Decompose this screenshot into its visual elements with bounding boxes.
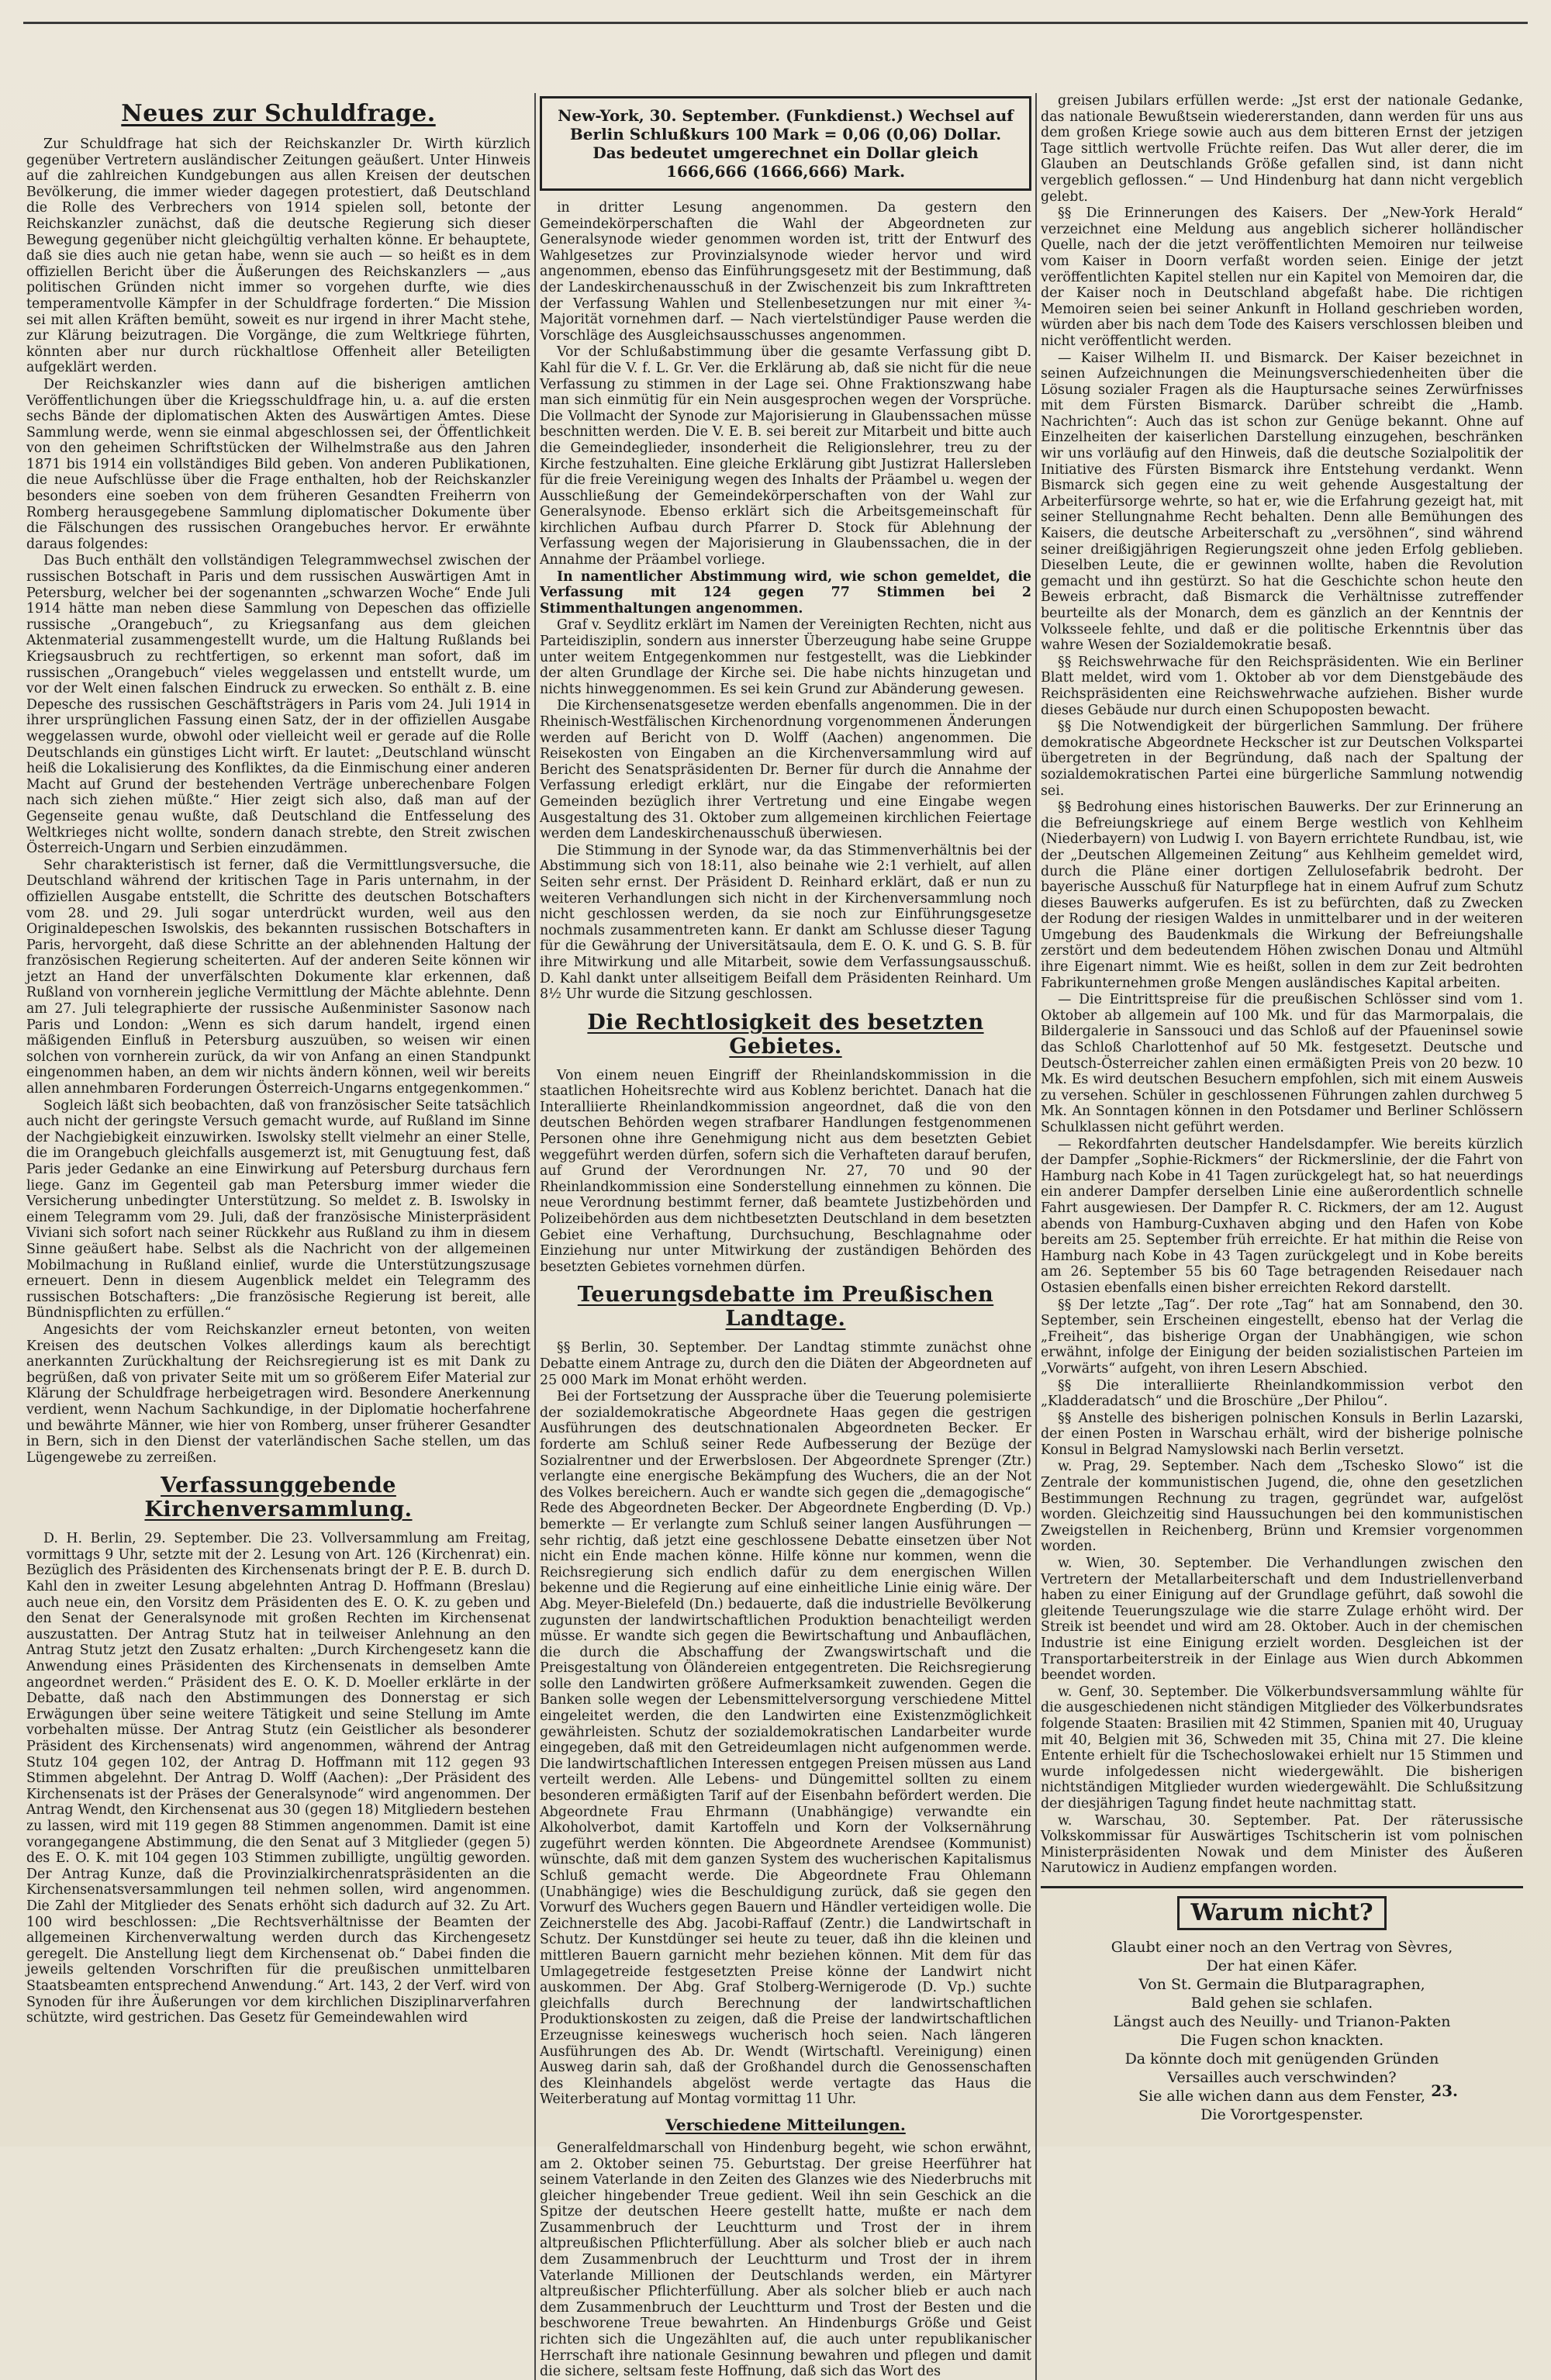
paragraph: Sogleich läßt sich beobachten, daß von französischer Seite tatsächlich auch nicht der geringste Versuch gemacht wurde, auf Rußland im Sinne der Nachgiebigkeit einzuwirken. Iswolsky stellt vielmehr an einer Stelle, die im Orangebuch gleichfalls ausgemerzt ist, mit Genugtuung fest, daß Paris jeder Gedanke an eine Einwirkung auf Petersburg durchaus fern liege. Ganz im Gegenteil gab man Petersburg immer wieder die Versicherung unbedingter Unterstützung. So meldet z. B. Iswolsky in einem Telegramm vom 29. Juli, daß der französische Ministerpräsident Viviani sich sofort nach seiner Rückkehr aus Rußland zu ihm in diesem Sinne geäußert habe. Selbst als die Nachricht von der allgemeinen Mobilmachung in Rußland einlief, wurde die Unterstützungszusage erneuert. Denn in diesem Augenblick meldet ein Telegramm des russischen Botschafters: „Die französische Regierung ist bereit, alle Bündnispflichten zu erfüllen.“ bbox=[26, 1097, 530, 1321]
column-1 bbox=[26, 93, 530, 2380]
column-2 bbox=[540, 93, 1031, 2380]
columns bbox=[26, 93, 1528, 2380]
poem-line: Versailles auch verschwinden? bbox=[1167, 2068, 1397, 2086]
poem-line: Da könnte doch mit genügenden Gründen bbox=[1124, 2050, 1439, 2067]
paragraph: Vor der Schlußabstimmung über die gesamte Verfassung gibt D. Kahl für die V. f. L. Gr. Ver. die Erklärung ab, daß sie nicht für die neue Verfassung zu stimmen in der Lage sei. Ohne Fraktionszwang habe man sich einmütig für ein Nein ausgesprochen wegen der Vorsprüche. Die Vollmacht der Synode zur Majorisierung in Glaubenssachen müsse beschnitten werden. Die V. E. B. sei bereit zur Mitarbeit und bitte auch die Gemeindeglieder, insonderheit die Religionslehrer, treu zu der Kirche festzuhalten. Eine gleiche Erklärung gibt Justizrat Hallersleben für die freie Vereinigung wegen des Inhalts der Präambel u. wegen der Ausschließung der Gemeindekörperschaften von der Wahl zur Generalsynode. Ebenso erklärt sich die Arbeitsgemeinschaft für kirchlichen Aufbau durch Pfarrer D. Stock für Ablehnung der Verfassung wegen der Majorisierung in Glaubenssachen, die in der Annahme der Präambel vorliege. bbox=[540, 344, 1031, 568]
page-number: 23. bbox=[1431, 2081, 1458, 2100]
paragraph: — Rekordfahrten deutscher Handelsdampfer. Wie bereits kürzlich der Dampfer „Sophie-Rickmers“ der Rickmerslinie, der die Fahrt von Hamburg nach Kobe in 41 Tagen zurückgelegt hat, so hat neuerdings ein anderer Dampfer derselben Linie eine außerordentlich schnelle Fahrt ausgewiesen. Der Dampfer R. C. Rickmers, der am 12. August abends von Hamburg-Cuxhaven abging und den Hafen von Kobe bereits am 25. September früh erreichte. Er hat mithin die Reise von Hamburg nach Kobe in 43 Tagen zurückgelegt und in Kobe bereits am 26. September 55 bis 60 Tage betragenden Reisedauer nach Ostasien ebenfalls einen bisher erreichten Rekord darstellt. bbox=[1041, 1136, 1523, 1296]
column-3 bbox=[1041, 93, 1523, 2380]
paragraph: Sehr charakteristisch ist ferner, daß die Vermittlungsversuche, die Deutschland während der kritischen Tage in Paris unternahm, in der offiziellen Ausgabe entstellt, die Schritte des deutschen Botschafters vom 28. und 29. Juli sogar unterdrückt wurden, weil aus den Originaldepeschen Iswolskis, des bekannten russischen Botschafters in Paris, hervorgeht, daß diese Schritte an der ablehnenden Haltung der französischen Regierung scheiterten. Auf der anderen Seite können wir jetzt an Hand der unverfälschten Dokumente klar erkennen, daß Rußland von vornherein jegliche Vermittlung der Mächte ablehnte. Denn am 27. Juli telegraphierte der russische Außenminister Sasonow nach Paris und London: „Wenn es sich darum handelt, irgend einen mäßigenden Einfluß in Petersburg auszuüben, so weisen wir einen solchen von vornherein zurück, da wir von Anfang an einen Standpunkt eingenommen haben, an dem wir nichts ändern können, weil wir bereits allen annehmbaren Forderungen Österreich-Ungarns entgegenkommen.“ bbox=[26, 857, 530, 1097]
paragraph: §§ Die Erinnerungen des Kaisers. Der „New-York Herald“ verzeichnet eine Meldung aus angeblich sicherer holländischer Quelle, nach der die jetzt veröffentlichten Memoiren nur teilweise vom Kaiser in Doorn verfaßt worden seien. Einige der jetzt veröffentlichten Kapitel stellen nur ein Kapitel von Memoiren dar, die der Kaiser noch in Deutschland abgefaßt habe. Die richtigen Memoiren seien bei seiner Ankunft in Holland geschrieben worden, würden aber bis nach dem Tode des Kaisers verschlossen bleiben und nicht veröffentlicht werden. bbox=[1041, 206, 1523, 349]
paragraph: w. Genf, 30. September. Die Völkerbundsversammlung wählte für die ausgeschiedenen nicht ständigen Mitglieder des Völkerbundsrates folgende Staaten: Brasilien mit 42 Stimmen, Spanien mit 40, Uruguay mit 40, Belgien mit 36, Schweden mit 35, China mit 27. Die kleine Entente erhielt für die Tschechoslowakei erhielt nur 15 Stimmen und wurde infolgedessen nicht wiedergewählt. Die bisherigen nichtständigen Mitglieder wurden wiedergewählt. Die Schlußsitzung der diesjährigen Tagung findet heute nachmittag statt. bbox=[1041, 1684, 1523, 1812]
paragraph: Die Stimmung in der Synode war, da das Stimmenverhältnis bei der Abstimmung sich von 18:11, also beinahe wie 2:1 verhielt, auf allen Seiten sehr ernst. Der Präsident D. Reinhard erklärt, daß er nun zu weiteren Verhandlungen sich nicht in der Kirchenversammlung noch nicht geschlossen werden, da sie noch zur Einführungsgesetze nochmals zusammentreten kann. Er dankt am Schlusse dieser Tagung für die Gewährung der Universitätsaula, dem E. O. K. und G. S. B. für ihre Mitwirkung und alle Mitarbeit, sowie dem Verfassungsausschuß. D. Kahl dankt unter allseitigem Beifall dem Präsidenten Reinhard. Um 8½ Uhr wurde die Sitzung geschlossen. bbox=[540, 842, 1031, 1003]
paragraph: w. Warschau, 30. September. Pat. Der räterussische Volkskommissar für Auswärtiges Tschitscherin ist vom polnischen Ministerpräsidenten Nowak und dem Minister des Äußeren Narutowicz in Audienz empfangen worden. bbox=[1041, 1812, 1523, 1877]
market-box: New-York, 30. September. (Funkdienst.) Wechsel auf Berlin Schlußkurs 100 Mark = 0,06 (0,06) Dollar. Das bedeutet umgerechnet ein Dollar gleich 1666,666 (1666,666) Mark. bbox=[540, 96, 1031, 191]
paragraph: greisen Jubilars erfüllen werde: „Jst erst der nationale Gedanke, das nationale Bewußtsein wiedererstanden, dann werden für uns aus dem großen Kriege sowie auch aus dem bitteren Ernst der jetzigen Tage sittlich wertvolle Früchte reifen. Das Wut aller derer, die im Glauben an Deutschlands Größe gefallen sind, ist dann nicht vergeblich geflossen.“ — Und Hindenburg hat dann nicht vergeblich gelebt. bbox=[1041, 93, 1523, 205]
paragraph: §§ Die interalliierte Rheinlandkommission verbot den „Kladderadatsch“ und die Broschüre „Der Philou“. bbox=[1041, 1377, 1523, 1410]
paragraph: — Die Eintrittspreise für die preußischen Schlösser sind vom 1. Oktober ab allgemein auf 100 Mk. und für das Marmorpalais, die Bildergalerie in Sanssouci und das Schloß auf der Pfaueninsel sowie das Schloß Charlottenhof auf 50 Mk. festgesetzt. Deutsche und Deutsch-Österreicher zahlen einen ermäßigten Preis von 20 bezw. 10 Mk. Es wird deutschen Besuchern empfohlen, sich mit einem Ausweis zu versehen. Schüler in geschlossenen Führungen zahlen durchweg 5 Mk. An Sonntagen können in den Potsdamer und Berliner Schlössern Schulklassen nicht geführt werden. bbox=[1041, 992, 1523, 1135]
paragraph: — Kaiser Wilhelm II. und Bismarck. Der Kaiser bezeichnet in seinen Aufzeichnungen die Meinungsverschiedenheiten über die Lösung sozialer Fragen als die Hauptursache seines Zerwürfnisses mit dem Fürsten Bismarck. Darüber schreibt die „Hamb. Nachrichten“: Auch das ist schon zur Genüge bekannt. Ohne auf Einzelheiten der kaiserlichen Darstellung einzugehen, beschränken wir uns vorläufig auf den Hinweis, daß die deutsche Sozialpolitik der Initiative des Fürsten Bismarck ihre Entstehung verdankt. Wenn Bismarck sich gegen eine zu weit gehende Ausgestaltung der Arbeiterfürsorge wehrte, so hat er, wie die Erfahrung gezeigt hat, mit seiner Stellungnahme Recht behalten. Denn alle Bemühungen des Kaisers, die deutsche Arbeiterschaft zu „versöhnen“, sind während seiner dreißigjährigen Regierungszeit ohne jeden Erfolg geblieben. Dieselben Leute, die er gewinnen wollte, haben die Revolution gemacht und ihn gestürzt. So hat die Geschichte schon heute den Beweis erbracht, daß Bismarck die Verhältnisse zutreffender beurteilte als der Monarch, dem es gänzlich an der Kenntnis der Volksseele fehlte, und daß er die politische Erkenntnis über das wahre Wesen der Sozialdemokratie besaß. bbox=[1041, 350, 1523, 654]
headline-kirchenversammlung: Verfassunggebende Kirchenversammlung. bbox=[144, 1473, 413, 1522]
top-rule bbox=[23, 22, 1528, 24]
paragraph: Generalfeldmarschall von Hindenburg begeht, wie schon erwähnt, am 2. Oktober seinen 75. Geburtstag. Der greise Heerführer hat seinem Vaterlande in den Zeiten des Glanzes wie des Niederbruchs mit gleicher hingebender Treue gedient. Weil ihn sein Geschick an die Spitze der deutschen Heere gestellt hatte, mußte er nach dem Zusammenbruch der Leuchtturm und Trost der in ihrem altpreußischen Pflichterfüllung. Aber als solcher blieb er auch nach dem Zusammenbruch der Leuchtturm und Trost der in ihrem Vaterlande Millionen der Deutschlands werden, ein Märtyrer altpreußischer Pflichterfüllung. Aber als solcher blieb er auch nach dem Zusammenbruch der Leuchtturm und Trost der Besten und die beschworene Treue bewahrten. An Hindenburgs Größe und Geist richten sich die Ungezählten auf, die auch unter republikanischer Herrschaft ihre nationale Gesinnung bewahren und pflegen und damit die sichere, seltsam feste Hoffnung, daß sich das Wort des bbox=[540, 2140, 1031, 2380]
headline-teuerungsdebatte: Teuerungsdebatte im Preußischen Landtage. bbox=[577, 1283, 994, 1332]
column-rule bbox=[1035, 93, 1037, 2380]
poem-line: Die Vorortgespenster. bbox=[1200, 2105, 1363, 2123]
paragraph: §§ Berlin, 30. September. Der Landtag stimmte zunächst ohne Debatte einem Antrage zu, durch den die Diäten der Abgeordneten auf 25 000 Mark im Monat erhöht werden. bbox=[540, 1340, 1031, 1388]
headline-rechtlosigkeit: Die Rechtlosigkeit des besetzten Gebietes. bbox=[587, 1010, 984, 1059]
poem-title: Warum nicht? bbox=[1177, 1896, 1386, 1930]
paragraph: Bei der Fortsetzung der Aussprache über die Teuerung polemisierte der sozialdemokratische Abgeordnete Haas gegen die gestrigen Ausführungen des deutschnationalen Abgeordneten Becker. Er forderte am Schluß seiner Rede Aufbesserung der Bezüge der Sozialrentner und der Erwerbslosen. Der Abgeordnete Sprenger (Ztr.) verlangte eine energische Bekämpfung des Wuchers, die an der Not des Volkes bereichern. Auch er wandte sich gegen die „demagogische“ Rede des Abgeordneten Becker. Der Abgeordnete Engberding (D. Vp.) bemerkte — Er verlangte zum Schluß seiner langen Ausführungen — sehr richtig, daß jetzt eine geschlossene Debatte einsetzen über Not nicht ein Ende machen könne. Hilfe könne nur kommen, wenn die Reichsregierung sich endlich dafür zu dem energischen Willen bekenne und die Regierung auf eine einheitliche Linie einig wäre. Der Abg. Meyer-Bielefeld (Dn.) bedauerte, daß die industrielle Bevölkerung zugunsten der landwirtschaftlichen Produktion benachteiligt werden müsse. Er wandte sich gegen die Bewirtschaftung und Anbauflächen, die durch die Abschaffung der Zwangswirtschaft und die Preisgestaltung von Öländereien entgegentreten. Die Reichsregierung solle den Landwirten größere Aufmerksamkeit zuwenden. Gegen die Banken solle wegen der Lebensmittelversorgung verschiedene Mittel eingeleitet werden, die den Landwirten eine Existenzmöglichkeit gewährleisten. Schutz der sozialdemokratischen Landarbeiter wurde eingegeben, daß mit den Getreideumlagen nicht aufgenommen werde. Die landwirtschaftlichen Interessen entgegen Preisen müssen aus Land verteilt werden. Alle Lebens- und Düngemittel sollten zu einem besonderen ermäßigten Tarif auf der Eisenbahn befördert werden. Die Abgeordnete Frau Ehrmann (Unabhängige) verwandte ein Alkoholverbot, damit Kartoffeln und Korn der Volksernährung zugeführt werden könnten. Die Abgeordnete Arendsee (Kommunist) wünschte, daß mit dem ganzen System des wucherischen Kapitalismus Schluß gemacht werde. Die Abgeordnete Frau Ohlemann (Unabhängige) wies die Beschuldigung zurück, daß sie gegen den Vorwurf des Wuchers gegen Bauern und Händler verteidigen wolle. Die Zeichnerstelle des Abg. Jacobi-Raffauf (Zentr.) die Landwirtschaft in Schutz. Der Kunstdünger sei heute zu teuer, daß ihn die kleinen und mittleren Bauern garnicht mehr beziehen können. Mit dem für das Umlagegetreide festgesetzten Preise könne der Landwirt nicht auskommen. Der Abg. Graf Stolberg-Wernigerode (D. Vp.) suchte gleichfalls durch Berechnung der landwirtschaftlichen Produktionskosten zu zeigen, daß die Preise der landwirtschaftlichen Erzeugnisse keineswegs wucherisch hoch seien. Nach längeren Ausführungen des Ab. Dr. Wendt (Wirtschaftl. Vereinigung) einen Ausweg darin sah, daß der Großhandel durch die Genossenschaften des Kleinhandels abgelöst werde vertagte das Haus die Weiterberatung auf Montag vormittag 11 Uhr. bbox=[540, 1389, 1031, 2108]
headline-mitteilungen: Verschiedene Mitteilungen. bbox=[665, 2115, 906, 2134]
poem-line: Bald gehen sie schlafen. bbox=[1190, 1994, 1373, 2012]
paragraph: §§ Bedrohung eines historischen Bauwerks. Der zur Erinnerung an die Befreiungskriege auf einem Berge westlich von Kehlheim (Niederbayern) von Ludwig I. von Bayern errichtete Rundbau, ist, wie der „Deutschen Allgemeinen Zeitung“ aus Kehlheim gemeldet wird, durch die Pläne einer dortigen Zellulosefabrik bedroht. Der bayerische Ausschuß für Naturpflege hat in einem Aufruf zum Schutz dieses Bauwerks aufgerufen. Es ist zu befürchten, daß zu Zwecken der Rodung der riesigen Waldes in unmittelbarer und in der weiteren Umgebung des Baudenkmals die Wirkung der Befreiungshalle zerstört und dem bedeutendem Höhen zwischen Donau und Altmühl ihre Eigenart nimmt. Wie es heißt, sollen in dem zur Zeit bedrohten Fabrikunternehmen große Mengen ausländisches Kapital arbeiten. bbox=[1041, 800, 1523, 991]
paragraph: D. H. Berlin, 29. September. Die 23. Vollversammlung am Freitag, vormittags 9 Uhr, setzte mit der 2. Lesung von Art. 126 (Kirchenrat) ein. Bezüglich des Präsidenten des Kirchensenats bringt der P. E. B. durch D. Kahl den in zweiter Lesung abgelehnten Antrag D. Hoffmann (Breslau) auch neue ein, den Vorsitz dem Präsidenten des E. O. K. zu geben und den Senat der Generalsynode mit großen Rechten im Kirchensenat auszustatten. Der Antrag Stutz hat in teilweiser Anlehnung an den Antrag Stutz jetzt den Zusatz erhalten: „Durch Kirchengesetz kann die Anwendung eines Präsidenten des Kirchensenats in demselben Amte angeordnet werden.“ Präsident des E. O. K. D. Moeller erklärte in der Debatte, daß nach den Abstimmungen des Donnerstag er sich Erwägungen über seine weitere Tätigkeit und seine Stellung im Amte vorbehalten müsse. Der Antrag Stutz (ein Geistlicher als besonderer Präsident des Kirchensenats) wird angenommen, während der Antrag Stutz 104 gegen 102, der Antrag D. Hoffmann mit 112 gegen 93 Stimmen abgelehnt. Der Antrag D. Wolff (Aachen): „Der Präsident des Kirchensenats ist der Präses der Generalsynode“ wird angenommen. Der Antrag Wendt, den Kirchensenat aus 30 (gegen 18) Mitgliedern bestehen zu lassen, wird mit 119 gegen 88 Stimmen angenommen. Damit ist eine vorangegangene Abstimmung, die den Senat auf 3 Mitglieder (gegen 5) des E. O. K. mit 104 gegen 103 Stimmen zubilligte, ungültig geworden. Der Antrag Kunze, daß die Provinzialkirchenratspräsidenten an die Kirchensenatsversammlungen teil nehmen sollen, wird angenommen. Die Zahl der Mitglieder des Senats erhöht sich dadurch auf 32. Zu Art. 100 wird beschlossen: „Die Rechtsverhältnisse der Beamten der allgemeinen Kirchenverwaltung werden durch das Kirchengesetz geregelt. Die Anstellung liegt dem Kirchensenat ob.“ Dabei finden die jeweils geltenden Vorschriften für die preußischen unmittelbaren Staatsbeamten entsprechend Anwendung.“ Art. 143, 2 der Verf. wird von Synoden für ihre Äußerungen vor dem kirchlichen Disziplinarverfahren schützte, wird gestrichen. Das Gesetz für Gemeindewahlen wird bbox=[26, 1531, 530, 2026]
poem-line: Von St. Germain die Blutparagraphen, bbox=[1138, 1975, 1425, 1993]
paragraph: in dritter Lesung angenommen. Da gestern den Gemeindekörperschaften die Wahl der Abgeordneten zur Generalsynode wieder genommen worden ist, tritt der Entwurf des Wahlgesetzes zur Provinzialsynode wieder hervor und wird angenommen, ebenso das Einführungsgesetz mit der Bestimmung, daß der Landeskirchenausschuß in der Zwischenzeit bis zum Inkrafttreten der Verfassung Wahlen und Stellenbesetzungen nur mit einer ¾-Majorität vornehmen darf. — Nach viertelstündiger Pause werden die Vorschläge des Ausgleichsausschusses angenommen. bbox=[540, 200, 1031, 344]
paragraph: §§ Die Notwendigkeit der bürgerlichen Sammlung. Der frühere demokratische Abgeordnete Heckscher ist zur Deutschen Volkspartei übergetreten in der Begründung, daß nach der Spaltung der sozialdemokratischen Partei eine bürgerliche Sammlung notwendig sei. bbox=[1041, 719, 1523, 799]
paragraph: In namentlicher Abstimmung wird, wie schon gemeldet, die Verfassung mit 124 gegen 77 Stimmen bei 2 Stimmenthaltungen angenommen. bbox=[540, 568, 1031, 617]
headline-schuldfrage: Neues zur Schuldfrage. bbox=[121, 100, 436, 127]
column-rule bbox=[534, 93, 536, 2380]
poem-line: Sie alle wichen dann aus dem Fenster, bbox=[1138, 2087, 1425, 2105]
paragraph: w. Wien, 30. September. Die Verhandlungen zwischen den Vertretern der Metallarbeiterschaft und dem Industriellenverband haben zu einer Einigung auf der Grundlage geführt, daß sowohl die gleitende Teuerungszulage wie die starre Zulage erhöht wird. Der Streik ist beendet und wird am 28. Oktober. Auch in der chemischen Industrie ist eine Einigung erzielt worden. Desgleichen ist der Transportarbeiterstreik in der Einlage aus Wien durch Abkommen beendet worden. bbox=[1041, 1556, 1523, 1684]
paragraph: Das Buch enthält den vollständigen Telegrammwechsel zwischen der russischen Botschaft in Paris und dem russischen Auswärtigen Amt in Petersburg, welcher bei der sogenannten „schwarzen Woche“ Ende Juli 1914 hätte man neben diese Sammlung von Depeschen das offizielle russische „Orangebuch“, zu Kriegsanfang aus dem gleichen Aktenmaterial zusammengestellt wurde, um die Haltung Rußlands bei Kriegsausbruch zu rechtfertigen, so erkennt man sofort, daß im russischen „Orangebuch“ vieles weggelassen und entstellt wurde, um vor der Welt einen falschen Eindruck zu erwecken. So enthält z. B. eine Depesche des russischen Geschäftsträgers in Paris vom 24. Juli 1914 in ihrer ursprünglichen Fassung einen Satz, der in der offiziellen Ausgabe weggelassen wurde, obwohl oder vielleicht weil er gerade auf die Rolle Deutschlands ein günstiges Licht wirft. Er lautet: „Deutschland wünscht heiß die Lokalisierung des Konfliktes, da die Einmischung einer anderen Macht auf Grund der bestehenden Verträge unberechenbare Folgen nach sich ziehen müßte.“ Hier zeigt sich also, daß man auf der Gegenseite genau wußte, daß Deutschland die Entfesselung des Weltkrieges nicht wollte, sondern danach strebte, den Streit zwischen Österreich-Ungarn und Serbien einzudämmen. bbox=[26, 553, 530, 857]
poem-line: Die Fugen schon knackten. bbox=[1180, 2031, 1384, 2049]
paragraph: Von einem neuen Eingriff der Rheinlandskommission in die staatlichen Hoheitsrechte wird aus Koblenz berichtet. Danach hat die Interalliierte Rheinlandkommission angeordnet, daß die von den deutschen Behörden wegen strafbarer Handlungen festgenommenen Personen ohne ihre Genehmigung nicht aus dem besetzten Gebiet weggeführt werden dürfen, sofern sich die Verhafteten darauf berufen, auf Grund der Verordnungen Nr. 27, 70 und 90 der Rheinlandkommission eine Sonderstellung einnehmen zu können. Die neue Verordnung bestimmt ferner, daß beamtete Justizbehörden und Polizeibehörden aus dem nichtbesetzten Deutschland in dem besetzten Gebiet eine Verhaftung, Durchsuchung, Beschlagnahme oder Einziehung nur unter Mitwirkung der zuständigen Behörden des besetzten Gebietes vornehmen dürfen. bbox=[540, 1067, 1031, 1275]
paragraph: Graf v. Seydlitz erklärt im Namen der Vereinigten Rechten, nicht aus Parteidisziplin, sondern aus innerster Überzeugung habe seine Gruppe unter weitem Entgegenkommen nur festgestellt, was die Liebkinder der alten Grundlage der Kirche sei. Die habe nichts hinzugetan und nichts hinweggenommen. Es sei kein Grund zur Abänderung gewesen. bbox=[540, 617, 1031, 697]
poem-line: Längst auch des Neuilly- und Trianon-Pakten bbox=[1113, 2012, 1451, 2030]
paragraph: Zur Schuldfrage hat sich der Reichskanzler Dr. Wirth kürzlich gegenüber Vertretern ausländischer Zeitungen geäußert. Unter Hinweis auf die zahlreichen Kundgebungen aus allen Kreisen der deutschen Bevölkerung, die immer wieder dagegen protestiert, daß Deutschland die Rolle des Verbrechers von 1914 spielen soll, betonte der Reichskanzler zunächst, daß die deutsche Regierung sich dieser Bewegung gegenüber nicht gleichgültig verhalten könne. Er behauptete, daß sie dies auch nie getan habe, wenn sie auch — so heißt es in dem offiziellen Bericht über die Äußerungen des Reichskanzlers — „aus politischen Gründen nicht immer so vorgehen durfte, wie dies temperamentvolle Kämpfer in der Schuldfrage forderten.“ Die Mission sei mit allen Kräften bemüht, soweit es nur irgend in ihrer Macht stehe, zur Klärung beizutragen. Die Vorgänge, die zum Weltkriege führten, könnten aber nur durch rückhaltlose Offenheit aller Beteiligten aufgeklärt werden. bbox=[26, 136, 530, 376]
paragraph: w. Prag, 29. September. Nach dem „Tschesko Slowo“ ist die Zentrale der kommunistischen Jugend, die, ohne den gesetzlichen Bestimmungen Rechnung zu tragen, gegründet war, aufgelöst worden. Gleichzeitig sind Haussuchungen bei den kommunistischen Zweigstellen in Reichenberg, Brünn und Kremsier vorgenommen worden. bbox=[1041, 1459, 1523, 1555]
paragraph: §§ Anstelle des bisherigen polnischen Konsuls in Berlin Lazarski, der einen Posten in Warschau erhält, wird der bisherige polnische Konsul in Belgrad Namyslowski nach Berlin versetzt. bbox=[1041, 1410, 1523, 1458]
paragraph: Angesichts der vom Reichskanzler erneut betonten, von weiten Kreisen des deutschen Volkes allerdings kaum als berechtigt anerkannten Zurückhaltung der Reichsregierung ist es mit Dank zu begrüßen, daß von privater Seite mit um so größerem Eifer Material zur Klärung der Schuldfrage herbeigetragen wird. Besondere Anerkennung verdient, wenn Nachum Sachkundige, in der Diplomatie hocherfahrene und bewährte Männer, wie hier von Romberg, unser früherer Gesandter in Bern, sich in den Dienst der vaterländischen Sache stellen, um das Lügengewebe zu zerreißen. bbox=[26, 1321, 530, 1466]
paragraph: §§ Der letzte „Tag“. Der rote „Tag“ hat am Sonnabend, den 30. September, sein Erscheinen eingestellt, ebenso hat der Verlag die „Freiheit“, das bisherige Organ der Unabhängigen, wie schon erwähnt, infolge der Einigung der beiden sozialistischen Parteien im „Vorwärts“ aufgeht, von ihren Lesern Abschied. bbox=[1041, 1297, 1523, 1377]
paragraph: Die Kirchensenatsgesetze werden ebenfalls angenommen. Die in der Rheinisch-Westfälischen Kirchenordnung vorgenommenen Änderungen werden auf Bericht von D. Wolff (Aachen) angenommen. Die Reisekosten von Eingaben an die Kirchenversammlung wird auf Bericht des Senatspräsidenten Dr. Berner für durch die Annahme der Verfassung erledigt erklärt, nur die Eingabe der reformierten Gemeinden bezüglich ihrer Vertretung und eine Eingabe wegen Ausgestaltung des 31. Oktober zum allgemeinen kirchlichen Feiertage werden dem Landeskirchenausschuß überwiesen. bbox=[540, 698, 1031, 842]
paragraph: Der Reichskanzler wies dann auf die bisherigen amtlichen Veröffentlichungen über die Kriegsschuldfrage hin, u. a. auf die ersten sechs Bände der diplomatischen Akten des Auswärtigen Amtes. Diese Sammlung werde, wenn sie einmal abgeschlossen sei, der Öffentlichkeit von den geheimen Schriftstücken der Wilhelmstraße aus den Jahren 1871 bis 1914 ein vollständiges Bild geben. Von anderen Publikationen, die neue Aufschlüsse über die Frage enthalten, hob der Reichskanzler besonders eine soeben von dem früheren Gesandten Freiherrn von Romberg herausgegebene Sammlung diplomatischer Dokumente über die Fälschungen des russischen Orangebuches hervor. Er erwähnte daraus folgendes: bbox=[26, 376, 530, 552]
poem-line: Glaubt einer noch an den Vertrag von Sèvres, bbox=[1111, 1938, 1453, 1956]
paragraph: §§ Reichswehrwache für den Reichspräsidenten. Wie ein Berliner Blatt meldet, wird vom 1. Oktober ab vor dem Dienstgebäude des Reichspräsidenten eine Reichswehrwache aufziehen. Bisher wurde dieses Gebäude nur durch einen Schupoposten bewacht. bbox=[1041, 654, 1523, 718]
poem-line: Der hat einen Käfer. bbox=[1206, 1957, 1358, 1974]
